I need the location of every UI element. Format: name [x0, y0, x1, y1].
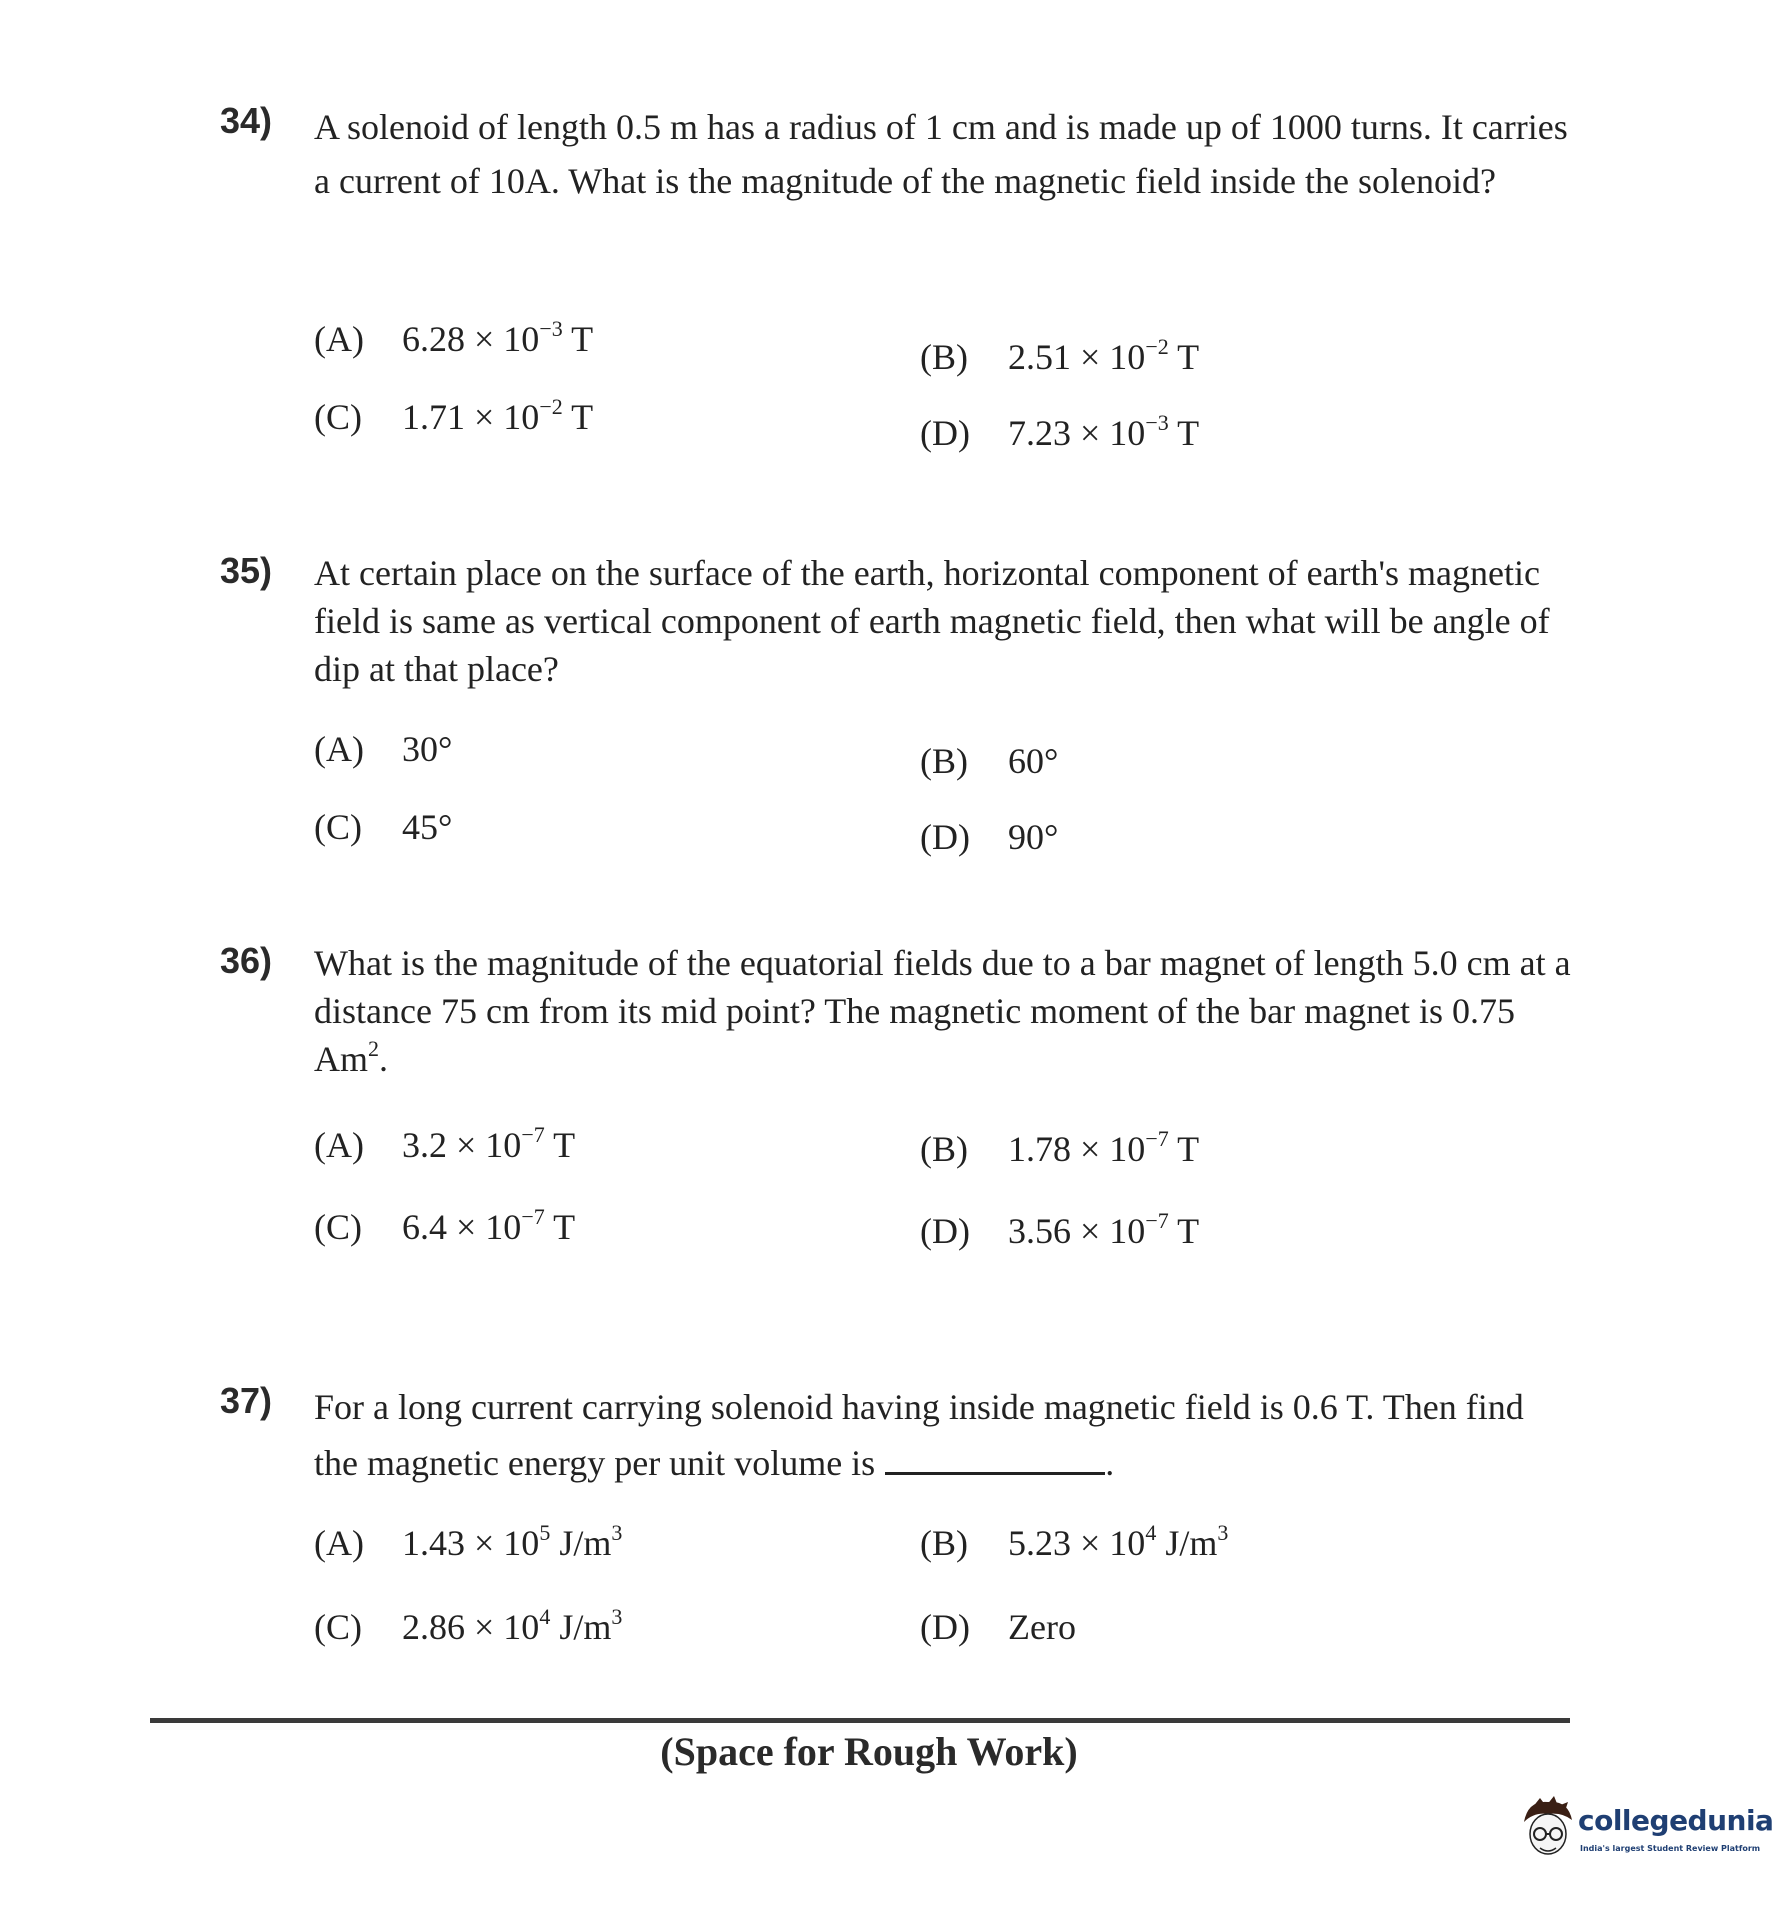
option-exponent: 5	[539, 1520, 551, 1545]
option-value: 1.78 × 10	[1008, 1129, 1146, 1169]
option-letter: (A)	[314, 319, 364, 359]
option-34-a	[314, 318, 593, 360]
option-unit: J/m	[550, 1523, 612, 1563]
option-exponent: −3	[1145, 410, 1169, 435]
option-letter: (D)	[920, 413, 970, 453]
question-number: 36)	[220, 940, 273, 981]
rough-work-divider	[150, 1718, 1570, 1723]
option-exponent: −2	[1145, 334, 1169, 359]
brand-logo	[1518, 1794, 1774, 1874]
option-letter: (A)	[314, 729, 364, 769]
option-unit: J/m	[1156, 1523, 1218, 1563]
option-exponent: −7	[1145, 1126, 1169, 1151]
option-unit-exponent: 3	[611, 1520, 623, 1545]
option-value: 3.2 × 10	[402, 1125, 522, 1165]
question-text	[314, 1380, 1574, 1492]
option-letter: (C)	[314, 1207, 362, 1247]
option-35-c	[314, 806, 452, 848]
option-exponent: 4	[539, 1604, 551, 1629]
option-unit: T	[544, 1207, 576, 1247]
option-34-b	[920, 336, 1199, 378]
option-unit: T	[1168, 1129, 1200, 1169]
question-text	[314, 940, 1574, 1084]
question-number: 35)	[220, 550, 273, 591]
option-value: 60°	[1008, 741, 1059, 781]
question-text-main: For a long current carrying solenoid having inside magnetic field is 0.6 T. Then find the magnetic energy per unit volume is	[314, 1387, 1524, 1483]
brand-tagline: India's largest Student Review Platform	[1580, 1844, 1761, 1853]
option-unit: T	[562, 319, 594, 359]
option-exponent: −7	[1145, 1208, 1169, 1233]
option-exponent: −7	[521, 1122, 545, 1147]
question-text-end: .	[1105, 1442, 1115, 1483]
question-text-exponent: 2	[368, 1035, 379, 1061]
option-36-c	[314, 1206, 575, 1248]
option-value: 3.56 × 10	[1008, 1211, 1146, 1251]
option-37-a	[314, 1522, 622, 1564]
option-value: 1.43 × 10	[402, 1523, 540, 1563]
option-letter: (D)	[920, 1211, 970, 1251]
question-text-main: What is the magnitude of the equatorial fields due to a bar magnet of length 5.0 cm at a distance 75 cm from its mid point? The magnetic moment of the bar magnet is 0.75 Am	[314, 943, 1571, 1079]
option-letter: (B)	[920, 1129, 968, 1169]
option-letter: (D)	[920, 1607, 970, 1647]
option-value: 90°	[1008, 817, 1059, 857]
brand-name: collegedunia	[1578, 1804, 1774, 1837]
option-exponent: −3	[539, 316, 563, 341]
option-36-b	[920, 1128, 1199, 1170]
option-36-a	[314, 1124, 575, 1166]
option-unit: T	[544, 1125, 576, 1165]
option-value: Zero	[1008, 1607, 1076, 1647]
question-text: A solenoid of length 0.5 m has a radius of 1 cm and is made up of 1000 turns. It carries a current of 10A. What is the magnitude of the magnetic field inside the solenoid?	[314, 107, 1568, 201]
option-letter: (C)	[314, 807, 362, 847]
option-36-d	[920, 1210, 1199, 1252]
question-number: 37)	[220, 1380, 273, 1421]
option-letter: (C)	[314, 397, 362, 437]
option-35-a	[314, 728, 452, 770]
option-value: 5.23 × 10	[1008, 1523, 1146, 1563]
mascot-icon	[1518, 1794, 1578, 1864]
option-value: 6.28 × 10	[402, 319, 540, 359]
option-letter: (A)	[314, 1125, 364, 1165]
option-37-d	[920, 1606, 1076, 1648]
option-letter: (B)	[920, 1523, 968, 1563]
option-unit: T	[1168, 1211, 1200, 1251]
option-34-d	[920, 412, 1199, 454]
option-exponent: −7	[521, 1204, 545, 1229]
option-unit: T	[1168, 413, 1200, 453]
option-value: 2.51 × 10	[1008, 337, 1146, 377]
option-unit-exponent: 3	[1217, 1520, 1229, 1545]
option-value: 6.4 × 10	[402, 1207, 522, 1247]
option-letter: (C)	[314, 1607, 362, 1647]
option-unit: T	[1168, 337, 1200, 377]
option-letter: (A)	[314, 1523, 364, 1563]
question-text-end: .	[379, 1038, 388, 1079]
option-letter: (B)	[920, 741, 968, 781]
option-value: 45°	[402, 807, 453, 847]
option-letter: (B)	[920, 337, 968, 377]
rough-work-label: (Space for Rough Work)	[660, 1729, 1078, 1774]
question-number: 34)	[220, 100, 273, 141]
option-value: 1.71 × 10	[402, 397, 540, 437]
option-value: 7.23 × 10	[1008, 413, 1146, 453]
option-unit: T	[562, 397, 594, 437]
option-unit-exponent: 3	[611, 1604, 623, 1629]
option-value: 30°	[402, 729, 453, 769]
option-value: 2.86 × 10	[402, 1607, 540, 1647]
option-37-c	[314, 1606, 622, 1648]
option-37-b	[920, 1522, 1228, 1564]
option-35-d	[920, 816, 1058, 858]
answer-blank	[885, 1472, 1105, 1475]
option-unit: J/m	[550, 1607, 612, 1647]
option-exponent: −2	[539, 394, 563, 419]
option-letter: (D)	[920, 817, 970, 857]
question-text: At certain place on the surface of the earth, horizontal component of earth's magnetic field is same as vertical component of earth magnetic field, then what will be angle of dip at that place?	[314, 553, 1550, 689]
option-34-c	[314, 396, 593, 438]
option-35-b	[920, 740, 1058, 782]
option-exponent: 4	[1145, 1520, 1157, 1545]
